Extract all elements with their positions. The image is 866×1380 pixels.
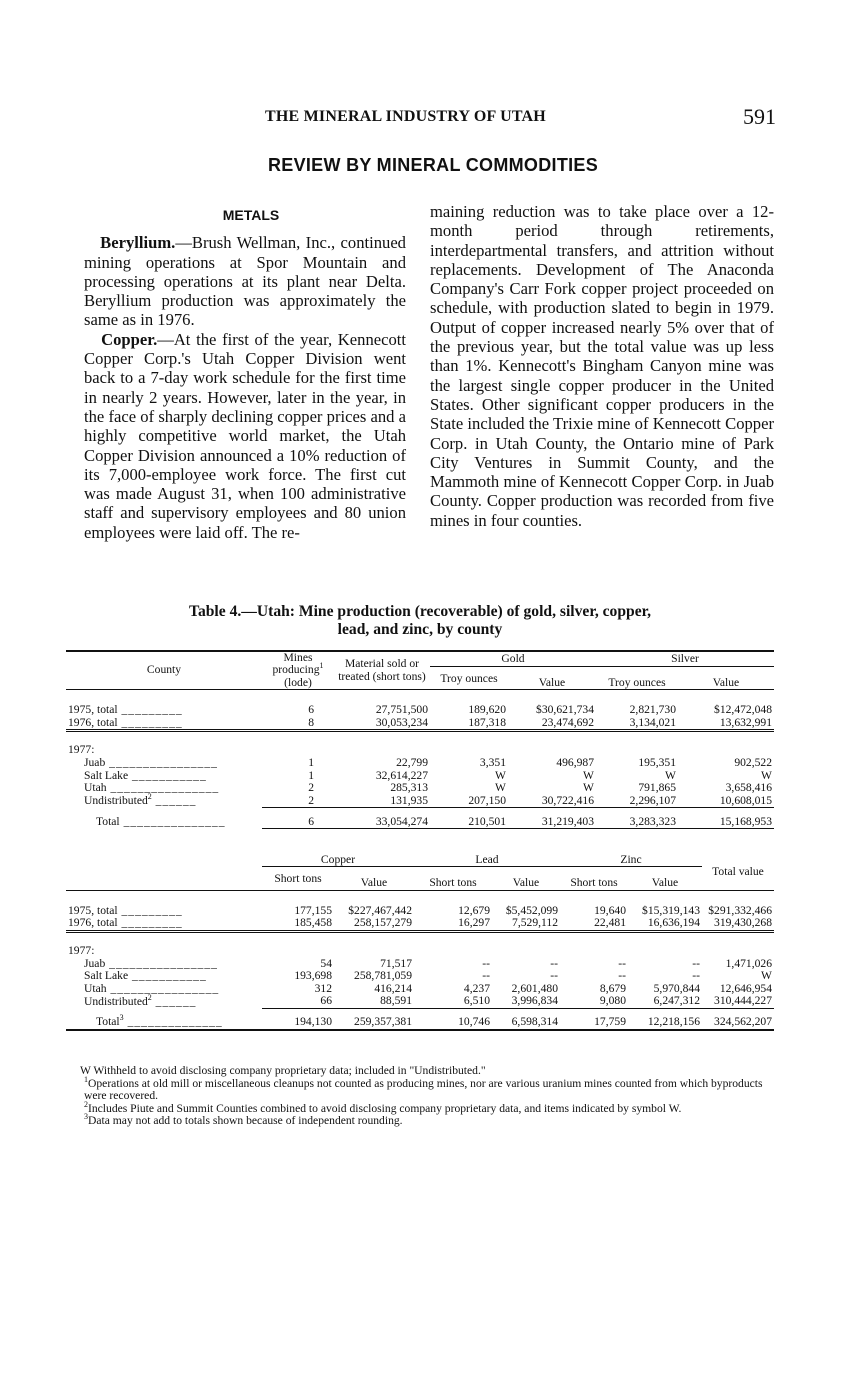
- text-copper: —At the first of the year, Kennecott Copper Corp.'s Utah Copper Division went back to a 7-day work schedule for the first time in nearly 2 years. However, later in the year, in the face of sharply declining copper prices and a highly competitive world market, the Utah Copper Division announced a 10% reduction of its 7,000-employee work force. The first cut was made August 31, when 100 administrative staff and supervisory employees and 80 union employees were laid off. The re-: [84, 329, 407, 542]
- header-silver-value: Value: [712, 675, 740, 689]
- table-row: Salt Lake ___________ 1 32,614,227 W W W W: [84, 768, 772, 782]
- section-title: REVIEW BY MINERAL COMMODITIES: [267, 155, 599, 175]
- dot-leader: ______: [151, 994, 197, 1008]
- table-row: 1975, total _________ 6 27,751,500 189,620 $30,621,734 2,821,730 $12,472,048: [68, 703, 772, 717]
- header-lead-tons: Short tons: [429, 876, 477, 890]
- table-row: Undistributed$^2$ ______ 2 131,935 207,150 30,722,416 2,296,107 10,608,015: [84, 792, 772, 808]
- table-title-line1: Table 4.—Utah: Mine production (recoverable) of gold, silver, copper,: [188, 603, 652, 620]
- table-row: Utah ________________ 2 285,313 W W 791,865 3,658,416: [84, 781, 772, 795]
- dot-leader: ________________: [105, 756, 218, 769]
- header-county: County: [66, 651, 262, 690]
- paragraph-beryllium: [84, 233, 406, 329]
- production-table-lower: [66, 854, 774, 1033]
- table-row: 1976, total _________ 185,458 258,157,279 16,297 7,529,112 22,481 16,636,194 319,430,268: [68, 916, 772, 930]
- dot-leader: ________________: [105, 956, 218, 970]
- runin-beryllium: Beryllium.: [100, 233, 176, 253]
- subhead-metals: METALS: [222, 207, 280, 223]
- table-title-line2: lead, and zinc, by county: [337, 621, 503, 638]
- header-total-value: Total value: [712, 864, 764, 878]
- page-number: 591: [743, 104, 776, 129]
- table-row: Juab ________________ 1 22,799 3,351 496,987 195,351 902,522: [84, 756, 772, 769]
- header-mines: Mines producing$^1$ (lode): [262, 651, 334, 690]
- footnote-w: W Withheld to avoid disclosing company proprietary data; included in "Undistributed.": [80, 1064, 486, 1077]
- dot-leader: ___________: [128, 768, 207, 782]
- dot-leader: ________________: [106, 781, 220, 795]
- table-row: 1975, total _________ 177,155 $227,467,442 12,679 $5,452,099 19,640 $15,319,143 $291,332,466: [68, 903, 772, 917]
- running-title: THE MINERAL INDUSTRY OF UTAH: [265, 108, 546, 125]
- label-1977-lower: 1977:: [68, 944, 95, 957]
- header-copper-value: Value: [360, 876, 388, 890]
- header-gold-troy: Troy ounces: [440, 671, 498, 685]
- footnote-2: $^2$Includes Piute and Summit Counties combined to avoid disclosing company proprietary data, and items indicated by symbol W.: [84, 1099, 682, 1115]
- dot-leader: ________________: [106, 981, 220, 995]
- table-title: [120, 603, 720, 639]
- footnote-3: $^3$Data may not add to totals shown because of independent rounding.: [84, 1112, 403, 1128]
- header-silver-troy: Troy ounces: [608, 675, 666, 689]
- dot-leader: _________: [117, 703, 183, 717]
- header-material: Material sold or treated (short tons): [334, 651, 430, 690]
- dot-leader: _________: [117, 715, 183, 729]
- footnotes: [66, 1065, 774, 1128]
- table-row-total: Total$^3$ ______________ 194,130 259,357,381 10,746 6,598,314 17,759 12,218,156 324,562,207: [96, 1013, 772, 1029]
- dot-leader: _________: [117, 916, 183, 930]
- paragraph-copper: [84, 330, 406, 542]
- running-head: [60, 104, 776, 132]
- paragraph-copper-continued: maining reduction was to take place over a 12-month period through retirements, interdepartmental transfers, and attrition without replacements. Development of The Anaconda Company's Carr Fork copper project proceeded on schedule, with production slated to begin in 1979. Output of copper increased nearly 5% over that of the previous year, but the total value was up less than 1%. Kennecott's Bingham Canyon mine was the largest single copper producer in the United States. Other significant copper producers in the State included the Trixie mine of Kennecott Copper Corp. in Utah County, the Ontario mine of Park City Ventures in Summit County, and the Mammoth mine of Kennecott Copper Corp. in Juab County. Copper production was recorded from five mines in four counties.: [430, 202, 774, 530]
- header-lead: Lead: [414, 854, 560, 867]
- header-gold-value: Value: [538, 675, 566, 689]
- dot-leader: _______________: [119, 815, 226, 829]
- table-row: Salt Lake ___________ 193,698 258,781,059 -- -- -- -- W: [84, 969, 772, 983]
- table-row: Undistributed$^2$ ______ 66 88,591 6,510 3,996,834 9,080 6,247,312 310,444,227: [84, 993, 772, 1008]
- header-zinc: Zinc: [560, 854, 702, 867]
- header-silver: Silver: [596, 651, 774, 666]
- dot-leader: _________: [117, 903, 183, 917]
- right-column: [430, 202, 774, 530]
- label-1977: 1977:: [68, 743, 95, 757]
- text-beryllium: —Brush Wellman, Inc., continued mining operations at Spor Mountain and processing operations at its plant near Delta. Beryllium production was approximately the same as in 1976.: [84, 233, 406, 330]
- dot-leader: ______________: [123, 1015, 223, 1029]
- table-row: Utah ________________ 312 416,214 4,237 2,601,480 8,679 5,970,844 12,646,954: [84, 981, 772, 995]
- table-row: Juab ________________ 54 71,517 -- -- -- -- 1,471,026: [84, 956, 772, 970]
- header-copper-tons: Short tons: [274, 872, 322, 886]
- header-lead-value: Value: [512, 876, 540, 890]
- header-zinc-tons: Short tons: [570, 876, 618, 890]
- dot-leader: ______: [151, 794, 197, 808]
- header-copper: Copper: [262, 854, 414, 867]
- production-table: [66, 650, 774, 835]
- dot-leader: ___________: [128, 969, 207, 983]
- left-column: [84, 200, 406, 542]
- header-gold: Gold: [430, 651, 596, 666]
- table-row: 1976, total _________ 8 30,053,234 187,318 23,474,692 3,134,021 13,632,991: [68, 715, 772, 729]
- runin-copper: Copper.: [101, 329, 158, 349]
- footnote-1: $^1$Operations at old mill or miscellaneous cleanups not counted as producing mines, nor are various uranium mines counted from which byproducts were recovered.: [84, 1074, 763, 1103]
- header-zinc-value: Value: [651, 876, 679, 890]
- table-row-total: Total _______________ 6 33,054,274 210,501 31,219,403 3,283,323 15,168,953: [96, 814, 772, 829]
